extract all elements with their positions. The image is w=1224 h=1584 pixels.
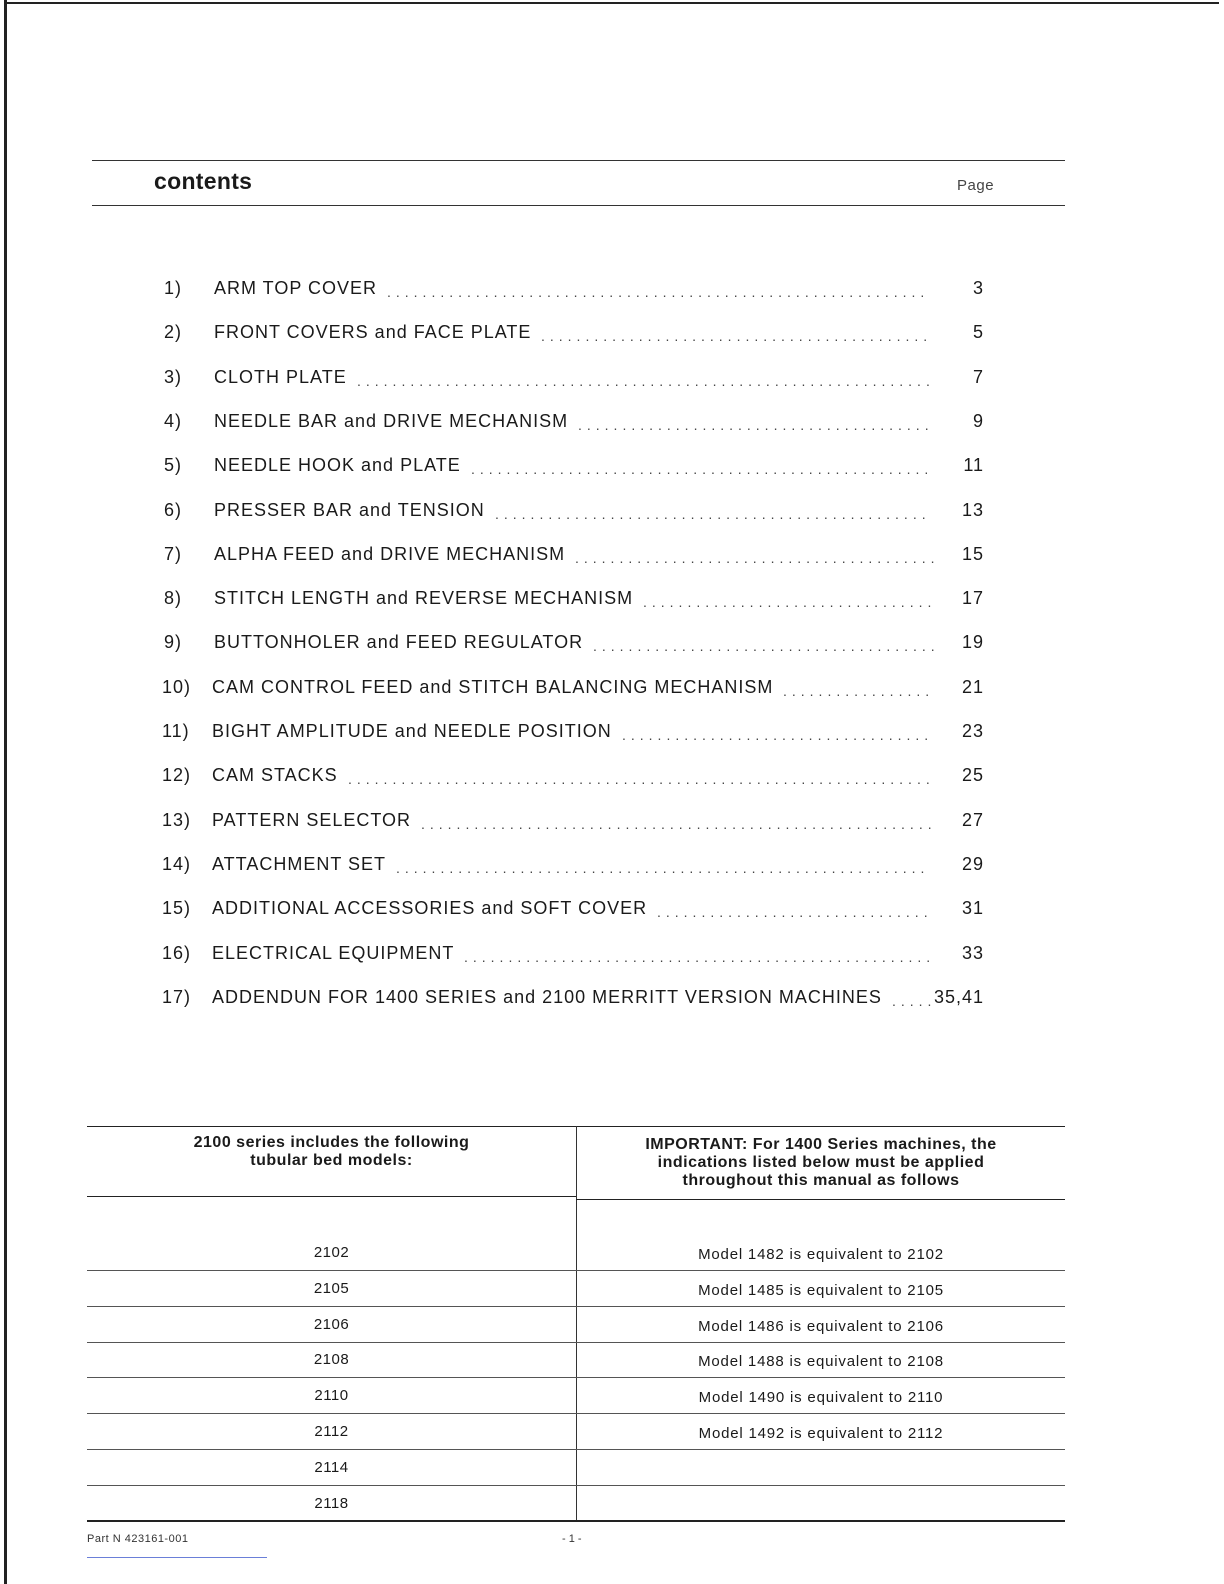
part-number: Part N 423161-001 — [87, 1533, 189, 1545]
table-row-rule — [87, 1485, 1065, 1486]
right-header-line: indications listed below must be applied — [657, 1154, 985, 1171]
table-row-rule — [87, 1377, 1065, 1378]
toc-leader-dots: .......................................................... — [421, 815, 937, 832]
toc-entry-number: 13) — [162, 809, 192, 830]
table-row-rule — [87, 1306, 1065, 1307]
model-cell: 2102 — [313, 1244, 350, 1261]
right-header-line: IMPORTANT: For 1400 Series machines, the — [645, 1136, 997, 1153]
toc-entry-title: ATTACHMENT SET — [212, 853, 387, 874]
right-header-line: throughout this manual as follows — [682, 1172, 960, 1189]
equivalence-cell: Model 1490 is equivalent to 2110 — [698, 1389, 944, 1407]
contents-title: contents — [154, 168, 253, 194]
table-row-rule — [87, 1270, 1065, 1271]
toc-entry — [0, 322, 1224, 352]
toc-entry — [0, 810, 1224, 840]
model-cell: 2105 — [313, 1279, 350, 1297]
toc-leader-dots: ................. — [783, 682, 935, 699]
toc-entry-page: 17 — [961, 588, 984, 609]
toc-leader-dots: ........................................ — [578, 416, 934, 433]
table-row-rule — [87, 1342, 1065, 1343]
toc-entry-number: 14) — [162, 853, 192, 874]
equivalence-cell: Model 1492 is equivalent to 2112 — [698, 1425, 944, 1442]
toc-leader-dots: ..... — [892, 992, 937, 1009]
toc-leader-dots: ..................................................... — [464, 948, 936, 965]
model-cell: 2114 — [314, 1458, 349, 1476]
toc-entry-number: 9) — [164, 632, 183, 653]
left-header-line: 2100 series includes the following — [193, 1134, 470, 1151]
toc-entry-title: PATTERN SELECTOR — [212, 809, 412, 830]
header-bottom-rule — [92, 205, 1065, 206]
toc-entry-title: ALPHA FEED and DRIVE MECHANISM — [214, 543, 566, 564]
models-table — [87, 1126, 1065, 1526]
toc-entry-number: 10) — [162, 676, 192, 697]
toc-leader-dots: ............................... — [657, 904, 933, 921]
toc-entry-title: STITCH LENGTH and REVERSE MECHANISM — [214, 588, 634, 609]
toc-entry — [0, 854, 1224, 884]
toc-entry — [0, 943, 1224, 973]
toc-entry-title: CAM STACKS — [212, 765, 338, 786]
equivalence-cell: Model 1482 is equivalent to 2102 — [698, 1246, 944, 1263]
toc-leader-dots: ................................. — [643, 594, 937, 611]
toc-entry-page: 3 — [972, 278, 984, 298]
toc-entry-number: 11) — [162, 721, 190, 741]
toc-entry — [0, 588, 1224, 618]
page-column-label: Page — [957, 177, 995, 194]
model-cell: 2112 — [314, 1423, 349, 1440]
toc-leader-dots: ................................... — [622, 727, 934, 743]
toc-entry-title: PRESSER BAR and TENSION — [214, 499, 485, 520]
model-cell: 2110 — [314, 1387, 349, 1405]
table-row-rule — [87, 1449, 1065, 1450]
toc-entry-page: 5 — [972, 322, 984, 343]
toc-entry-page: 21 — [961, 676, 984, 697]
model-cell: 2118 — [314, 1494, 349, 1512]
toc-leader-dots: ............................................................ — [396, 859, 930, 876]
equivalence-cell: Model 1488 is equivalent to 2108 — [698, 1353, 944, 1371]
toc-entry — [0, 677, 1224, 707]
toc-entry-page: 7 — [972, 366, 984, 387]
toc-entry — [0, 898, 1224, 928]
toc-leader-dots: ......................................... — [575, 549, 940, 566]
toc-entry-number: 5) — [164, 455, 183, 476]
toc-entry-page: 9 — [972, 410, 984, 431]
toc-entry-number: 6) — [164, 499, 183, 520]
toc-entry-page: 29 — [961, 853, 984, 874]
toc-entry-title: NEEDLE BAR and DRIVE MECHANISM — [214, 410, 569, 431]
left-column-header — [87, 1134, 576, 1170]
toc-entry — [0, 632, 1224, 662]
footer-link-underline — [87, 1557, 267, 1558]
toc-entry — [0, 455, 1224, 485]
toc-entry-number: 8) — [164, 588, 183, 609]
toc-leader-dots: ............................................ — [541, 328, 933, 345]
toc-entry-title: BUTTONHOLER and FEED REGULATOR — [214, 632, 584, 653]
toc-entry-number: 2) — [164, 322, 183, 343]
toc-entry-number: 12) — [162, 765, 192, 786]
toc-entry-page: 19 — [961, 632, 984, 653]
toc-entry-number: 7) — [164, 543, 183, 564]
toc-entry-page: 31 — [961, 898, 984, 919]
toc-leader-dots: ................................................. — [495, 505, 931, 522]
toc-entry-title: CLOTH PLATE — [214, 366, 347, 387]
left-header-line: tubular bed models: — [250, 1152, 413, 1169]
right-column-header — [577, 1136, 1065, 1190]
header-top-rule — [92, 160, 1065, 161]
table-header-rule — [576, 1199, 1065, 1200]
toc-leader-dots: ................................................................. — [357, 372, 935, 389]
toc-entry — [0, 721, 1224, 751]
toc-entry-title: NEEDLE HOOK and PLATE — [214, 455, 461, 476]
toc-entry — [0, 544, 1224, 574]
toc-leader-dots: ....................................... — [593, 638, 940, 655]
equivalence-cell: Model 1485 is equivalent to 2105 — [698, 1281, 944, 1299]
toc-entry-number: 17) — [162, 986, 192, 1007]
equivalence-cell: Model 1486 is equivalent to 2106 — [698, 1317, 944, 1335]
toc-entry — [0, 765, 1224, 795]
toc-entry-page: 25 — [961, 765, 984, 786]
toc-entry — [0, 987, 1224, 1017]
toc-entry-title: ADDENDUN FOR 1400 SERIES and 2100 MERRITT VERSION MACHINES — [212, 986, 882, 1007]
toc-entry-title: BIGHT AMPLITUDE and NEEDLE POSITION — [212, 721, 612, 741]
model-cell: 2108 — [313, 1351, 350, 1369]
toc-entry-page: 35,41 — [933, 986, 984, 1007]
toc-entry — [0, 500, 1224, 530]
toc-entry-number: 3) — [164, 366, 183, 387]
toc-entry-title: ELECTRICAL EQUIPMENT — [212, 942, 455, 963]
toc-entry-page: 33 — [961, 942, 984, 963]
table-row-rule — [87, 1413, 1065, 1414]
page-number: - 1 - — [562, 1533, 582, 1545]
table-header-rule — [87, 1196, 576, 1197]
toc-entry-number: 4) — [164, 410, 183, 431]
toc-entry-number: 16) — [162, 942, 192, 963]
toc-entry-title: ARM TOP COVER — [214, 278, 378, 298]
toc-entry-page: 11 — [963, 455, 984, 476]
toc-leader-dots: ............................................................. — [387, 284, 930, 300]
toc-entry-page: 13 — [961, 499, 984, 520]
toc-entry-title: ADDITIONAL ACCESSORIES and SOFT COVER — [212, 898, 648, 919]
toc-entry — [0, 278, 1224, 308]
toc-entry-page: 27 — [961, 809, 984, 830]
toc-entry-number: 1) — [164, 278, 183, 298]
toc-entry-number: 15) — [162, 898, 192, 919]
toc-entry — [0, 411, 1224, 441]
page-top-border — [4, 2, 1219, 4]
toc-entry — [0, 367, 1224, 397]
model-cell: 2106 — [313, 1315, 350, 1333]
table-bottom-rule — [87, 1520, 1065, 1522]
toc-entry-title: CAM CONTROL FEED and STITCH BALANCING MECHANISM — [212, 676, 774, 697]
toc-entry-page: 15 — [961, 543, 984, 564]
toc-leader-dots: .................................................................. — [348, 771, 935, 788]
toc-leader-dots: .................................................... — [471, 461, 934, 478]
toc-entry-title: FRONT COVERS and FACE PLATE — [214, 322, 532, 343]
toc-entry-page: 23 — [961, 721, 984, 741]
